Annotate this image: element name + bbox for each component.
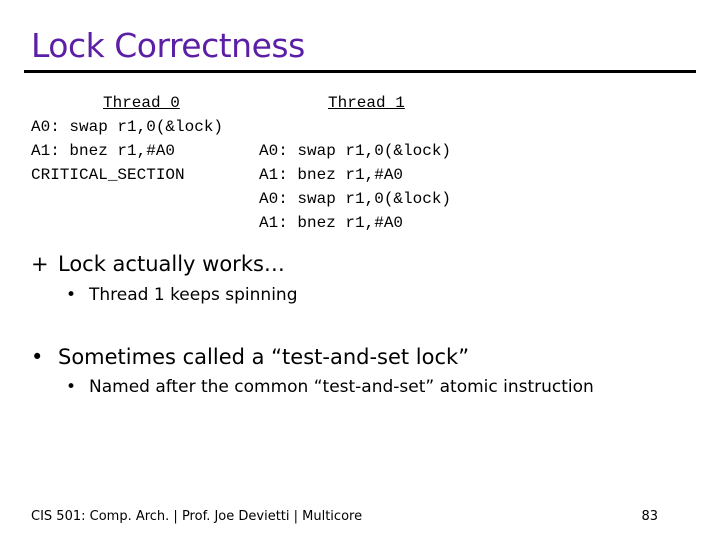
slide-footer: CIS 501: Comp. Arch. | Prof. Joe Devietti | Multicore <box>31 509 363 524</box>
thread1-line: A0: swap r1,0(&lock) <box>259 142 452 160</box>
thread1-code <box>259 91 451 235</box>
plus-marker: + <box>31 252 49 276</box>
subbullet-text: Named after the common “test-and-set” atomic instruction <box>89 377 594 397</box>
thread1-spacer <box>259 115 451 139</box>
bullet-dot-icon: • <box>31 345 44 369</box>
subbullet-spinning <box>66 285 297 305</box>
thread0-line: CRITICAL_SECTION <box>31 166 185 184</box>
bullet-dot-icon: • <box>66 377 77 397</box>
thread1-line: A1: bnez r1,#A0 <box>259 214 404 232</box>
bullet-dot-icon: • <box>66 285 77 305</box>
title-divider <box>24 70 696 73</box>
thread0-line: A0: swap r1,0(&lock) <box>31 118 224 136</box>
thread1-header: Thread 1 <box>328 94 405 112</box>
bullet-lock-works <box>31 252 285 276</box>
bullet-text: Lock actually works… <box>58 252 285 276</box>
thread0-header: Thread 0 <box>103 94 180 112</box>
thread1-line: A0: swap r1,0(&lock) <box>259 190 452 208</box>
slide-title: Lock Correctness <box>31 26 305 65</box>
bullet-test-and-set <box>31 345 469 369</box>
thread1-line: A1: bnez r1,#A0 <box>259 166 404 184</box>
thread0-code <box>31 91 223 187</box>
bullet-text: Sometimes called a “test-and-set lock” <box>58 345 470 369</box>
page-number: 83 <box>641 509 658 524</box>
subbullet-named-after <box>66 377 594 397</box>
subbullet-text: Thread 1 keeps spinning <box>89 285 298 305</box>
thread0-line: A1: bnez r1,#A0 <box>31 142 176 160</box>
